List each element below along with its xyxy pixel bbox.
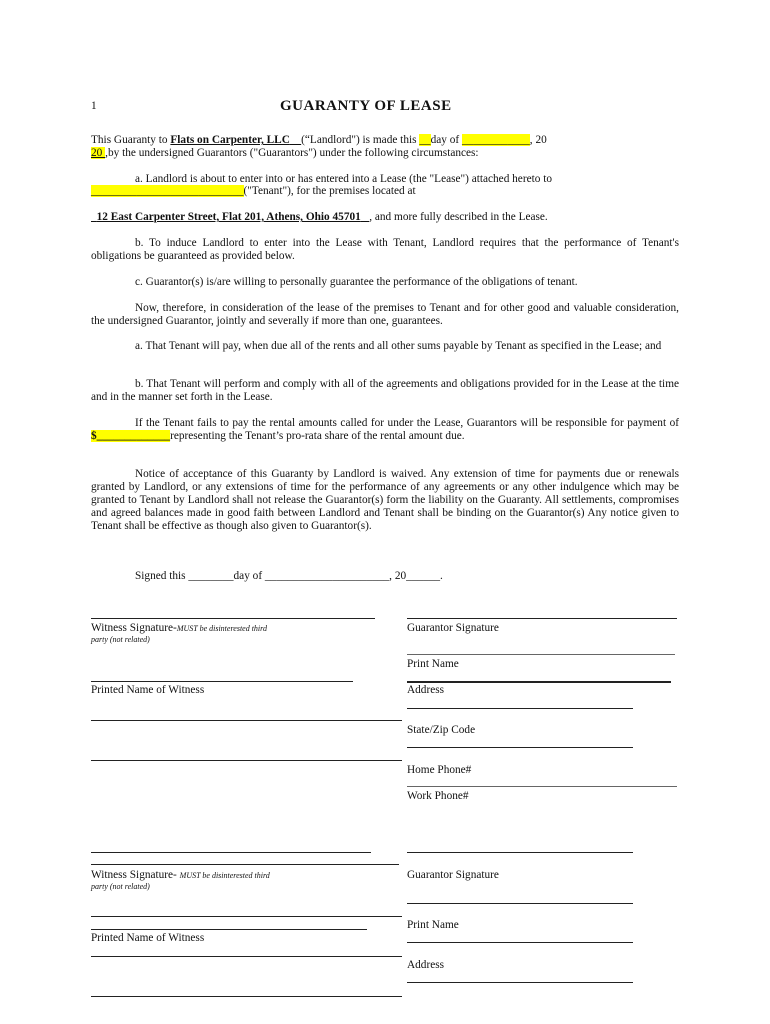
state-zip-label: State/Zip Code (407, 724, 476, 736)
home-phone-line[interactable] (407, 786, 677, 787)
pay-clause-a: a. That Tenant will pay, when due all of the rents and all other sums payable by Tenant as specified in the Lease; and (135, 340, 662, 352)
clause-c: c. Guarantor(s) is/are willing to personally guarantee the performance of the obligations of tenant. (135, 276, 578, 288)
document-title: GUARANTY OF LEASE (280, 98, 452, 114)
page-number: 1 (91, 100, 97, 112)
premises-address-line: 12 East Carpenter Street, Flat 201, Athens, Ohio 45701 , and more fully described in the Lease. (96, 211, 548, 223)
witness-signature-label-1: Witness Signature-MUST be disinterested third (91, 622, 267, 634)
witness-printed-name-line-1[interactable] (91, 681, 353, 682)
blank-line-right-2[interactable] (407, 852, 633, 853)
print-name-line-1[interactable] (407, 681, 671, 683)
amount-blank[interactable]: $_____________ (91, 430, 171, 442)
clause-a-line-2: ___________________________("Tenant"), for the premises located at (91, 185, 416, 197)
blank-line-left-1[interactable] (91, 720, 402, 721)
witness-signature-line-1[interactable] (91, 618, 375, 619)
intro-line-2: 20 ,by the undersigned Guarantors ("Guarantors") under the following circumstances: (91, 147, 479, 159)
address-line-1[interactable] (407, 708, 633, 709)
guarantor-signature-label-1: Guarantor Signature (407, 622, 499, 634)
address-line-2[interactable] (407, 982, 633, 983)
guarantor-signature-line-2[interactable] (407, 903, 633, 904)
home-phone-label: Home Phone# (407, 764, 472, 776)
witness-note-2: party (not related) (91, 882, 150, 891)
blank-line-left-5[interactable] (91, 956, 402, 957)
clause-a-line-1: a. Landlord is about to enter into or has entered into a Lease (the "Lease") attached hereto to (135, 173, 552, 185)
address-label-2: Address (407, 959, 445, 971)
printed-name-witness-label-1: Printed Name of Witness (91, 684, 205, 696)
blank-line-left-4[interactable] (91, 916, 402, 917)
clause-b: b. To induce Landlord to enter into the Lease with Tenant, Landlord requires that the performance of Tenant's obligations be guaranteed as provided below. (91, 237, 679, 262)
now-therefore: Now, therefore, in consideration of the lease of the premises to Tenant and for other good and valuable consideration, the undersigned Guarantor, jointly and severally if more than one, guarantees. (91, 302, 679, 327)
blank-line-left-6[interactable] (91, 996, 402, 997)
witness-note-1: party (not related) (91, 635, 150, 644)
premises-address: 12 East Carpenter Street, Flat 201, Athens, Ohio 45701 (96, 211, 361, 223)
month-blank[interactable]: ____________ (462, 134, 530, 146)
print-name-line-2[interactable] (407, 942, 633, 943)
address-label-1: Address (407, 684, 445, 696)
pay-clause-b: b. That Tenant will perform and comply with all of the agreements and obligations provided for in the Lease at the time and in the manner set forth in the Lease. (91, 378, 679, 403)
tenant-blank[interactable]: ___________________________ (91, 185, 244, 197)
blank-line-left-2[interactable] (91, 760, 402, 761)
day-blank[interactable]: __ (419, 134, 431, 146)
failure-clause: If the Tenant fails to pay the rental amounts called for under the Lease, Guarantors will be responsible for payment of $_____________representing the Tenant’s pro-rata share of the rental amount due. (91, 417, 679, 442)
notice-clause: Notice of acceptance of this Guaranty by Landlord is waived. Any extension of time for payments due or renewals granted by Landlord, or any extensions of time for the performance of any agreements or any other indulgence which may be granted to Tenant by Landlord shall not release the Guarantor(s) form the liability on the Guaranty. All settlements, compromises and agreed balances made in good faith between Landlord and Tenant shall be binding on the Guarantor(s) Any notice given to Tenant shall be effective as though also given to Guarantor(s). (91, 468, 679, 532)
blank-line-left-3[interactable] (91, 852, 371, 853)
year-blank[interactable]: 20 (91, 147, 106, 159)
guarantor-signature-label-2: Guarantor Signature (407, 869, 499, 881)
landlord-name: Flats on Carpenter, LLC (170, 134, 290, 146)
intro-line-1: This Guaranty to Flats on Carpenter, LLC (“Landlord") is made this __day of ____________, 20 (91, 134, 547, 146)
witness-printed-name-line-2[interactable] (91, 929, 367, 930)
blank-line-right-1[interactable] (407, 654, 675, 655)
witness-signature-line-2[interactable] (91, 864, 399, 865)
guarantor-signature-line-1[interactable] (407, 618, 677, 619)
signed-this-line: Signed this ________day of ______________________, 20______. (135, 570, 443, 582)
print-name-label-1: Print Name (407, 658, 459, 670)
print-name-label-2: Print Name (407, 919, 459, 931)
printed-name-witness-label-2: Printed Name of Witness (91, 932, 205, 944)
witness-signature-label-2: Witness Signature- MUST be disinterested third (91, 869, 270, 881)
work-phone-label: Work Phone# (407, 790, 469, 802)
state-zip-line[interactable] (407, 747, 633, 748)
